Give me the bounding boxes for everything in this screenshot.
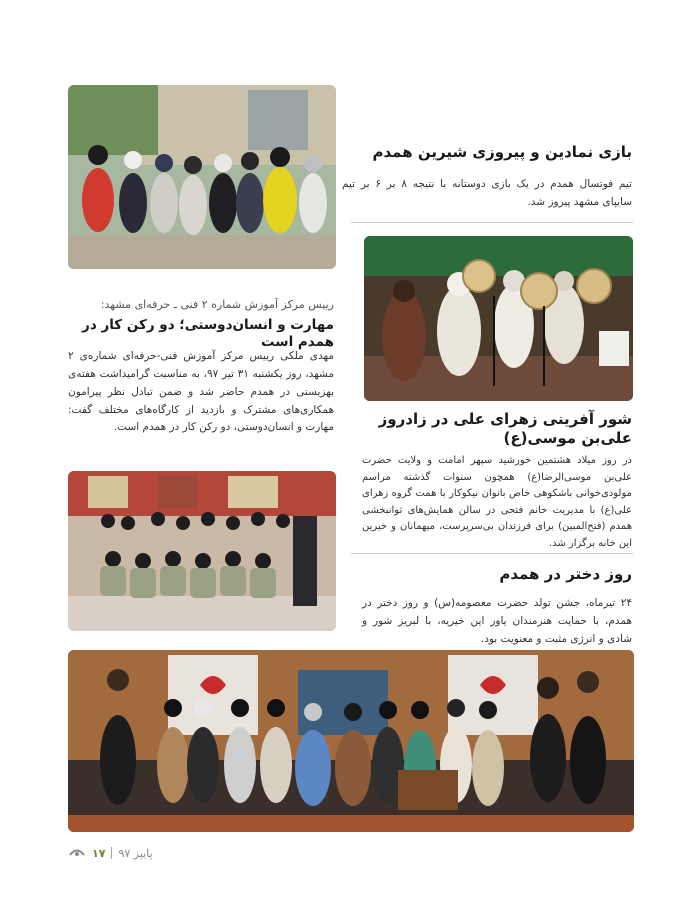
issue-season: پاییز ۹۷ bbox=[118, 846, 153, 860]
article-title-mawlid: شور آفرینی زهرای علی در زادروز علی‌بن موسی(ع) bbox=[378, 410, 632, 447]
article-title-skills: مهارت و انسان‌دوستی؛ دو رکن کار در همدم است bbox=[82, 317, 334, 350]
article-title-futsal: بازی نمادین و پیروزی شیرین همدم bbox=[372, 143, 632, 161]
column-divider-middle bbox=[351, 553, 633, 554]
article-body-skills: مهدی ملکی رییس مرکز آموزش فنی-حرفه‌ای شماره‌ی ۲ مشهد، روز یکشنبه ۳۱ تیر ۹۷، به مناسبت گرامیداشت هفته‌ی بهزیستی در همدم حاضر شد و ضمن تبادل نظر پیرامون همکاری‌های مشترک و بازدید از کارگاه‌های مختلف گفت: مهارت و انسان‌دوستی، دو رکن کار در همدم است. bbox=[68, 350, 335, 434]
article-body-mawlid: در روز میلاد هشتمین خورشید سپهر امامت و ولایت حضرت علی‌بن موسی‌الرضا(ع) همچون سنوات گذشته مراسم مولودی‌خوانی باشکوهی خاص بانوان نیکوکار با همت گروه زهرای علی(ع) با مدیریت خانم فتحی در سالن همایش‌های توانبخشی همدم (فتح‌المبین) برای فرزندان بی‌سرپرست، میهمانان و خیرین این خانه برگزار شد. bbox=[362, 455, 632, 549]
page-footer bbox=[68, 843, 153, 863]
article-body-futsal: تیم فوتسال همدم در یک بازی دوستانه با نتیجه ۸ بر ۶ بر تیم سایپای مشهد پیروز شد. bbox=[342, 178, 632, 208]
column-divider-top bbox=[351, 222, 633, 223]
article-kicker-skills: رییس مرکز آموزش شماره ۲ فنی ـ حرفه‌ای مشهد: bbox=[100, 298, 334, 311]
footer-separator bbox=[111, 847, 112, 859]
photo-girls-day-stage bbox=[68, 650, 634, 832]
article-title-girls-day: روز دختر در همدم bbox=[499, 565, 632, 583]
photo-girls-with-flowers bbox=[68, 85, 336, 269]
article-body-girls-day: ۲۴ تیرماه، جشن تولد حضرت معصومه(س) و روز دختر در همدم، با حمایت هنرمندان یاور این خیریه، با لبریز شور و شادی و انرژی مثبت و معنویت بود. bbox=[362, 597, 632, 645]
photo-mawlid-ceremony bbox=[364, 236, 633, 401]
page-number: ۱۷ bbox=[92, 846, 106, 860]
photo-workshop-group bbox=[68, 471, 336, 631]
hamdam-logo-icon bbox=[68, 847, 86, 859]
